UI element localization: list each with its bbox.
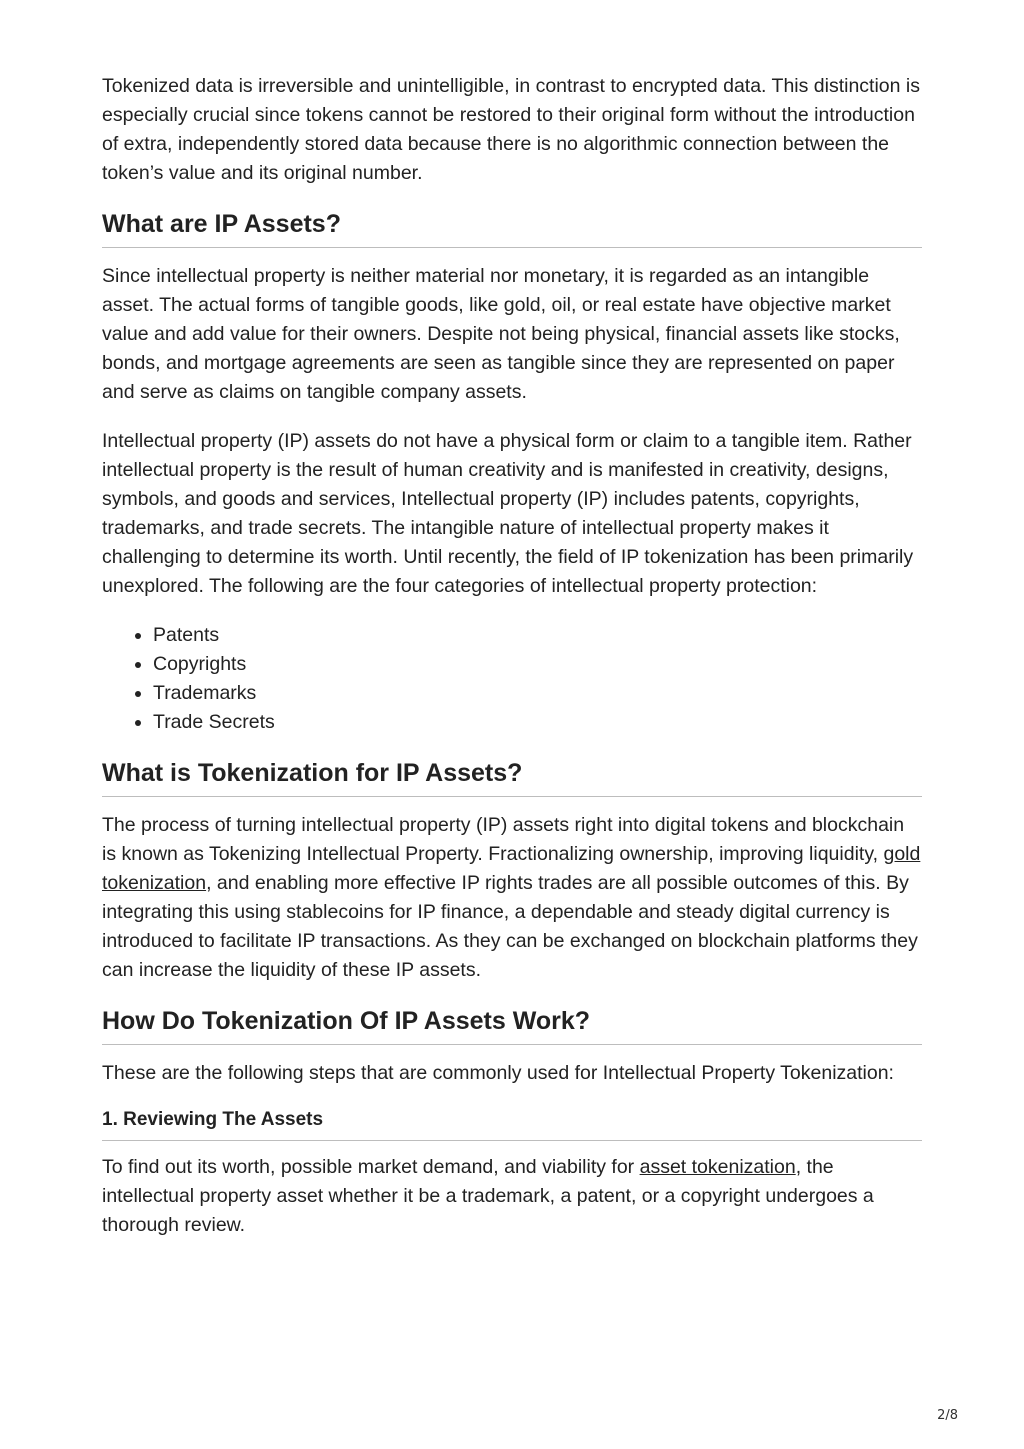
paragraph-step-reviewing — [102, 1153, 922, 1240]
gold-tokenization-link[interactable]: gold tokenization — [102, 843, 921, 894]
heading-step-reviewing-assets: 1. Reviewing The Assets — [102, 1108, 922, 1141]
paragraph-steps-intro: These are the following steps that are commonly used for Intellectual Property Tokenization: — [102, 1062, 894, 1084]
paragraph-ip-assets-2: Intellectual property (IP) assets do not have a physical form or claim to a tangible item. Rather intellectual property is the result of human creativity and is manifested in creativity, designs, symbols, and goods and services, Intellectual property (IP) includes patents, copyrights, trademarks, and trade secrets. The intangible nature of intellectual property makes it challenging to determine its worth. Until recently, the field of IP tokenization has been primarily unexplored. The following are the four categories of intellectual property protection: — [102, 430, 914, 597]
heading-ip-assets: What are IP Assets? — [102, 208, 922, 248]
paragraph-ip-assets-1: Since intellectual property is neither material nor monetary, it is regarded as an intangible asset. The actual forms of tangible goods, like gold, oil, or real estate have objective market value and add value for their owners. Despite not being physical, financial assets like stocks, bonds, and mortgage agreements are seen as tangible since they are represented on paper and serve as claims on tangible company assets. — [102, 265, 900, 403]
intro-paragraph: Tokenized data is irreversible and unintelligible, in contrast to encrypted data. This distinction is especially crucial since tokens cannot be restored to their original form without the introduction of extra, independently stored data because there is no algorithmic connection between the token’s value and its original number. — [102, 75, 921, 184]
list-item-trademarks: • Trademarks — [153, 679, 922, 708]
page-number: 2/8 — [937, 1408, 958, 1423]
asset-tokenization-link[interactable]: asset tokenization — [639, 1156, 796, 1178]
heading-how-tokenization-works: How Do Tokenization Of IP Assets Work? — [102, 1005, 922, 1045]
paragraph-tokenization — [102, 811, 922, 985]
paragraph-step-part-1: To find out its worth, possible market demand, and viability for — [102, 1156, 640, 1178]
paragraph-tokenization-part-1: The process of turning intellectual property (IP) assets right into digital tokens and blockchain is known as Tokenizing Intellectual Property. Fractionalizing ownership, improving liquidity, — [102, 814, 905, 865]
paragraph-step-part-2: , the intellectual property asset whether it be a trademark, a patent, or a copyright undergoes a thorough review. — [102, 1156, 874, 1236]
list-item-trade-secrets: • Trade Secrets — [153, 708, 922, 737]
list-item-copyrights: • Copyrights — [153, 650, 922, 679]
document-page — [102, 72, 922, 1260]
heading-tokenization-ip: What is Tokenization for IP Assets? — [102, 757, 922, 797]
ip-categories-list — [102, 621, 922, 737]
paragraph-tokenization-part-2: , and enabling more effective IP rights trades are all possible outcomes of this. By integrating this using stablecoins for IP finance, a dependable and steady digital currency is introduced to facilitate IP transactions. As they can be exchanged on blockchain platforms they can increase the liquidity of these IP assets. — [102, 872, 918, 981]
list-item-patents: • Patents — [153, 621, 922, 650]
